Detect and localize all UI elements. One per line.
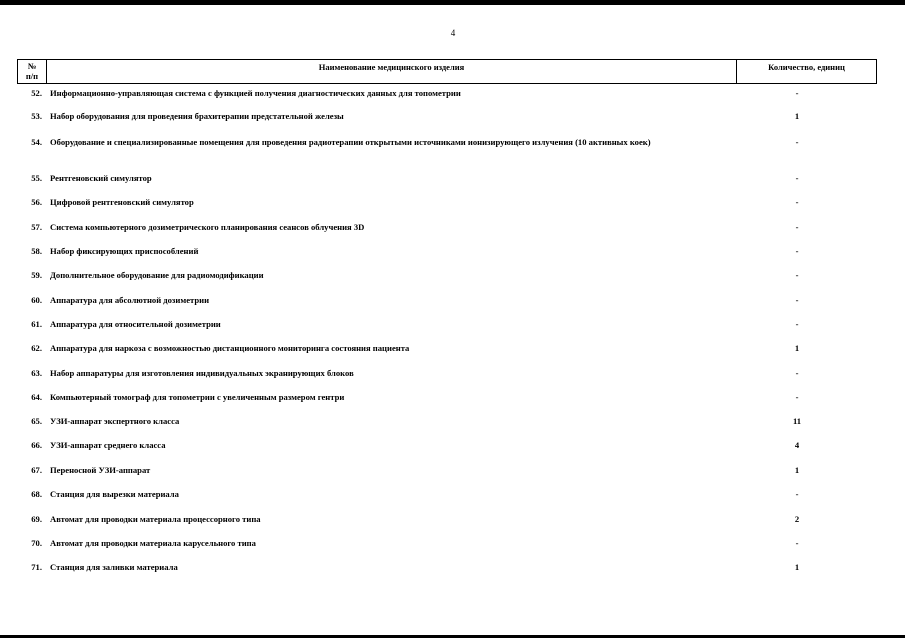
header-num-line1: №	[27, 61, 37, 71]
row-quantity: -	[795, 538, 799, 548]
row-name: Рентгеновский симулятор	[50, 173, 152, 183]
row-name: Станция для заливки материала	[50, 562, 178, 572]
row-name: Компьютерный томограф для топометрии с увеличенным размером гентри	[50, 392, 345, 402]
row-quantity: 1	[794, 465, 800, 475]
row-quantity: 1	[794, 562, 800, 572]
page-number: 4	[450, 28, 456, 38]
row-quantity: 1	[794, 111, 800, 121]
row-number: 52.	[31, 88, 42, 98]
row-name: Аппаратура для относительной дозиметрии	[50, 319, 221, 329]
row-name: УЗИ-аппарат среднего класса	[50, 440, 166, 450]
row-name: Набор фиксирующих приспособлений	[50, 246, 199, 256]
header-qty-column: Количество, единиц	[768, 62, 845, 72]
header-num-line2: п/п	[25, 71, 39, 81]
row-number: 57.	[31, 222, 42, 232]
top-border	[0, 0, 905, 5]
row-quantity: 4	[794, 440, 800, 450]
row-name: Цифровой рентгеновский симулятор	[50, 197, 194, 207]
row-number: 54.	[31, 137, 42, 147]
row-number: 62.	[31, 343, 42, 353]
row-number: 68.	[31, 489, 42, 499]
row-name: Автомат для проводки материала карусельного типа	[50, 538, 256, 548]
row-quantity: -	[795, 173, 799, 183]
bottom-border	[0, 635, 905, 638]
row-number: 56.	[31, 197, 42, 207]
row-name: Набор оборудования для проведения брахитерапии предстательной железы	[50, 111, 344, 121]
row-quantity: -	[795, 197, 799, 207]
row-name: Переносной УЗИ-аппарат	[50, 465, 151, 475]
row-number: 64.	[31, 392, 42, 402]
row-name: Автомат для проводки материала процессорного типа	[50, 514, 261, 524]
row-number: 53.	[31, 111, 42, 121]
row-quantity: -	[795, 222, 799, 232]
row-quantity: -	[795, 246, 799, 256]
row-number: 70.	[31, 538, 42, 548]
row-number: 60.	[31, 295, 42, 305]
row-quantity: -	[795, 295, 799, 305]
row-quantity: 2	[794, 514, 800, 524]
row-quantity: -	[795, 88, 799, 98]
row-quantity: -	[795, 392, 799, 402]
row-number: 63.	[31, 368, 42, 378]
row-number: 66.	[31, 440, 42, 450]
table-header	[17, 59, 877, 84]
header-num-column	[18, 60, 47, 83]
row-quantity: 1	[794, 343, 800, 353]
row-name: Набор аппаратуры для изготовления индивидуальных экранирующих блоков	[50, 368, 354, 378]
row-name: УЗИ-аппарат экспертного класса	[50, 416, 180, 426]
row-quantity: -	[795, 137, 799, 147]
row-name: Информационно-управляющая система с функцией получения диагностических данных для топометрии	[50, 88, 461, 98]
row-quantity: 11	[792, 416, 802, 426]
row-name: Аппаратура для наркоза с возможностью дистанционного мониторинга состояния пациента	[50, 343, 410, 353]
row-number: 65.	[31, 416, 42, 426]
row-number: 61.	[31, 319, 42, 329]
row-number: 55.	[31, 173, 42, 183]
row-name: Оборудование и специализированные помещения для проведения радиотерапии открытыми источниками ионизирующего излучения (10 активных коек)	[50, 137, 651, 147]
row-quantity: -	[795, 489, 799, 499]
row-name: Станция для вырезки материала	[50, 489, 179, 499]
row-quantity: -	[795, 368, 799, 378]
row-quantity: -	[795, 270, 799, 280]
row-name: Дополнительное оборудование для радиомодификации	[50, 270, 264, 280]
row-number: 58.	[31, 246, 42, 256]
row-number: 67.	[31, 465, 42, 475]
row-quantity: -	[795, 319, 799, 329]
header-name-column: Наименование медицинского изделия	[47, 60, 737, 83]
row-number: 71.	[31, 562, 42, 572]
row-number: 59.	[31, 270, 42, 280]
row-name: Аппаратура для абсолютной дозиметрии	[50, 295, 210, 305]
row-number: 69.	[31, 514, 42, 524]
row-name: Система компьютерного дозиметрического планирования сеансов облучения 3D	[50, 222, 365, 232]
